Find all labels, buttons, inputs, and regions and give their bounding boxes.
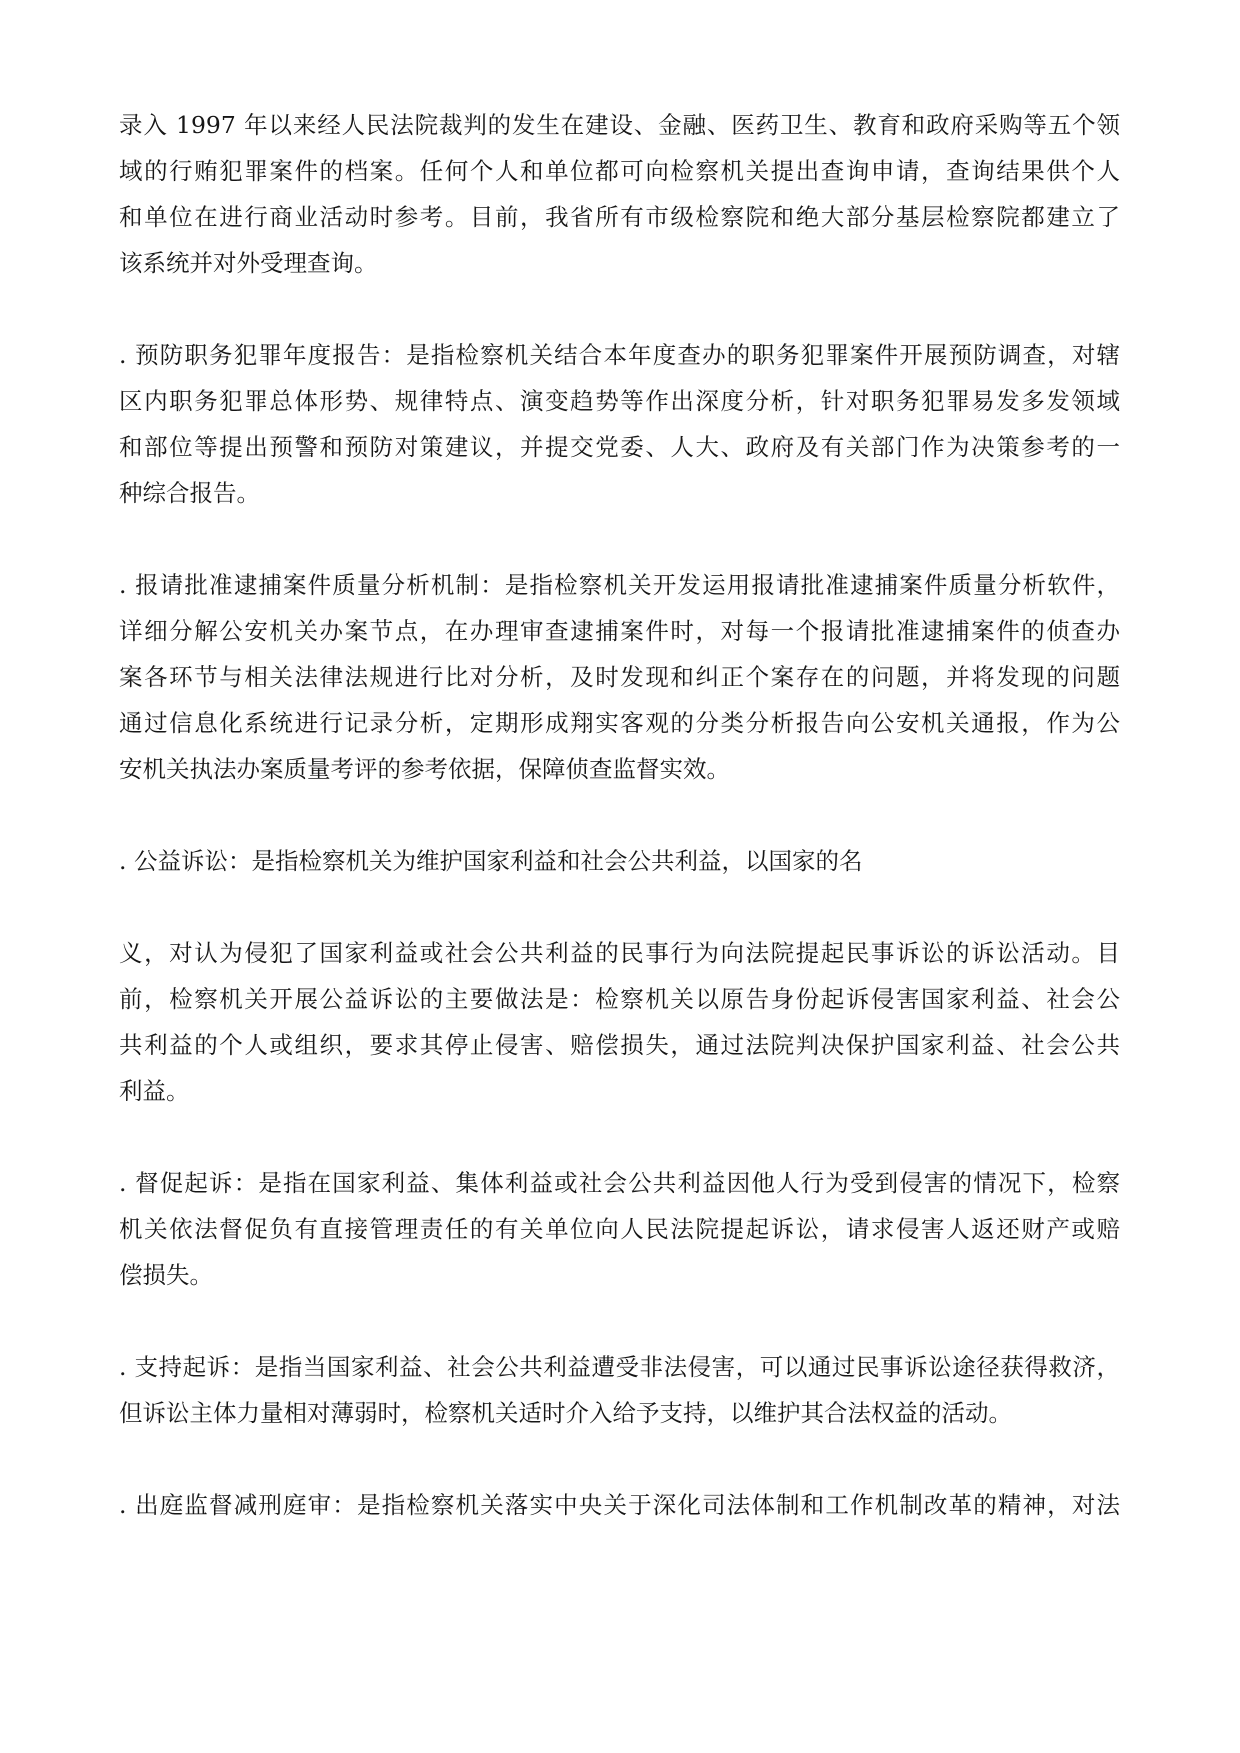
- paragraph-2-line-3: 和部位等提出预警和预防对策建议，并提交党委、人大、政府及有关部门作为决策参考的一: [119, 433, 1120, 461]
- paragraph-3-line-1: . 报请批准逮捕案件质量分析机制：是指检察机关开发运用报请批准逮捕案件质量分析软件，: [119, 571, 1120, 599]
- paragraph-6-line-3: 偿损失。: [119, 1261, 213, 1289]
- paragraph-5-line-2: 前，检察机关开展公益诉讼的主要做法是：检察机关以原告身份起诉侵害国家利益、社会公: [119, 985, 1120, 1013]
- paragraph-1-line-2: 域的行贿犯罪案件的档案。任何个人和单位都可向检察机关提出查询申请，查询结果供个人: [119, 157, 1120, 185]
- paragraph-6-line-1: . 督促起诉：是指在国家利益、集体利益或社会公共利益因他人行为受到侵害的情况下，检察: [119, 1169, 1120, 1197]
- paragraph-4-line-1: . 公益诉讼：是指检察机关为维护国家利益和社会公共利益，以国家的名: [119, 847, 863, 875]
- paragraph-3-line-2: 详细分解公安机关办案节点，在办理审查逮捕案件时，对每一个报请批准逮捕案件的侦查办: [119, 617, 1120, 645]
- paragraph-8-line-1: . 出庭监督减刑庭审：是指检察机关落实中央关于深化司法体制和工作机制改革的精神，对法: [119, 1491, 1120, 1519]
- paragraph-3-line-3: 案各环节与相关法律法规进行比对分析，及时发现和纠正个案存在的问题，并将发现的问题: [119, 663, 1120, 691]
- paragraph-7-line-2: 但诉讼主体力量相对薄弱时，检察机关适时介入给予支持，以维护其合法权益的活动。: [119, 1399, 1012, 1427]
- paragraph-3-line-4: 通过信息化系统进行记录分析，定期形成翔实客观的分类分析报告向公安机关通报，作为公: [119, 709, 1120, 737]
- paragraph-5-line-3: 共利益的个人或组织，要求其停止侵害、赔偿损失，通过法院判决保护国家利益、社会公共: [119, 1031, 1120, 1059]
- paragraph-2-line-2: 区内职务犯罪总体形势、规律特点、演变趋势等作出深度分析，针对职务犯罪易发多发领域: [119, 387, 1120, 415]
- paragraph-2-line-4: 种综合报告。: [119, 479, 260, 507]
- paragraph-5-line-1: 义，对认为侵犯了国家利益或社会公共利益的民事行为向法院提起民事诉讼的诉讼活动。目: [119, 939, 1120, 967]
- paragraph-2-line-1: . 预防职务犯罪年度报告：是指检察机关结合本年度查办的职务犯罪案件开展预防调查，对辖: [119, 341, 1120, 369]
- paragraph-5-line-4: 利益。: [119, 1077, 190, 1105]
- paragraph-7-line-1: . 支持起诉：是指当国家利益、社会公共利益遭受非法侵害，可以通过民事诉讼途径获得救济，: [119, 1353, 1120, 1381]
- paragraph-1-line-4: 该系统并对外受理查询。: [119, 249, 378, 277]
- paragraph-3-line-5: 安机关执法办案质量考评的参考依据，保障侦查监督实效。: [119, 755, 730, 783]
- paragraph-6-line-2: 机关依法督促负有直接管理责任的有关单位向人民法院提起诉讼，请求侵害人返还财产或赔: [119, 1215, 1120, 1243]
- paragraph-1-line-1: 录入 1997 年以来经人民法院裁判的发生在建设、金融、医药卫生、教育和政府采购等五个领: [119, 111, 1120, 139]
- paragraph-1-line-3: 和单位在进行商业活动时参考。目前，我省所有市级检察院和绝大部分基层检察院都建立了: [119, 203, 1120, 231]
